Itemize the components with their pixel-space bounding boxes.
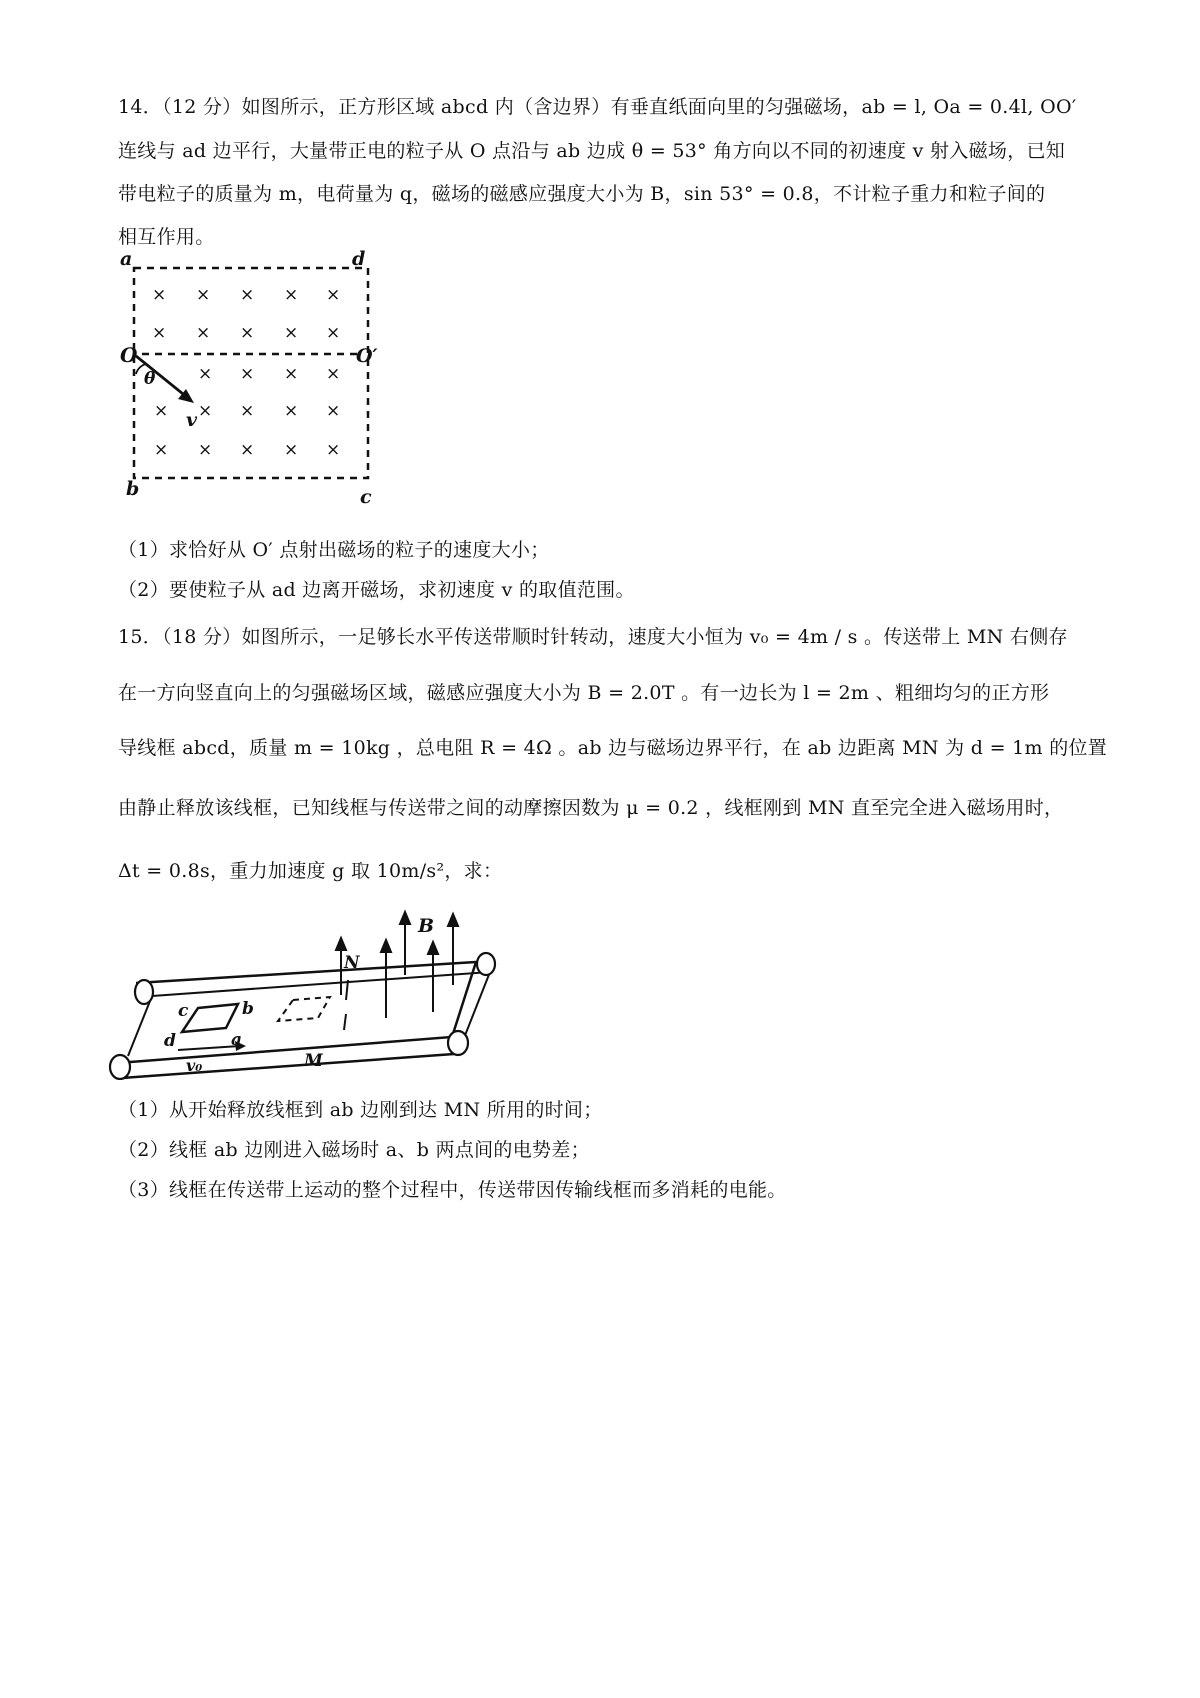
q15-part-3: （3）线框在传送带上运动的整个过程中，传送带因传输线框而多消耗的电能。 — [118, 1179, 787, 1201]
svg-text:×: × — [154, 401, 169, 421]
label-O-prime: O′ — [356, 345, 378, 367]
svg-text:×: × — [326, 440, 341, 460]
q15-line-4: 由静止释放该线框，已知线框与传送带之间的动摩擦因数为 μ = 0.2 ，线框刚到 MN 直至完全进入磁场用时， — [118, 797, 1064, 819]
svg-text:×: × — [240, 364, 255, 384]
belt-top-inner-edge — [152, 972, 490, 996]
q15-line-2: 在一方向竖直向上的匀强磁场区域，磁感应强度大小为 B = 2.0T 。有一边长为 l = 2m 、粗细均匀的正方形 — [118, 682, 1050, 704]
q14-line-3: 带电粒子的质量为 m，电荷量为 q，磁场的磁感应强度大小为 B，sin 53° = 0.8，不计粒子重力和粒子间的 — [118, 183, 1046, 205]
svg-text:×: × — [284, 323, 299, 343]
label-c: c — [178, 1001, 189, 1021]
boundary-MN-lower — [344, 1014, 346, 1030]
field-crosses — [152, 285, 340, 460]
svg-text:×: × — [196, 285, 211, 305]
svg-text:×: × — [198, 401, 213, 421]
svg-text:×: × — [284, 364, 299, 384]
wire-frame-abcd — [182, 1004, 238, 1032]
q15-part-1: （1）从开始释放线框到 ab 边刚到达 MN 所用的时间； — [118, 1099, 603, 1121]
left-near-roller — [110, 1055, 130, 1079]
q15-line-5: Δt = 0.8s，重力加速度 g 取 10m/s²，求： — [118, 860, 503, 882]
q15-conveyor-belt-figure — [108, 900, 548, 1080]
svg-text:×: × — [326, 285, 341, 305]
label-theta: θ — [144, 369, 156, 389]
svg-text:×: × — [326, 401, 341, 421]
dashed-frame-position — [278, 997, 330, 1021]
svg-text:×: × — [326, 323, 341, 343]
q15-part-2: （2）线框 ab 边刚进入磁场时 a、b 两点间的电势差； — [118, 1139, 590, 1161]
svg-text:×: × — [284, 440, 299, 460]
svg-text:×: × — [284, 285, 299, 305]
q14-magnetic-field-figure — [120, 250, 420, 515]
svg-text:×: × — [240, 440, 255, 460]
svg-text:×: × — [198, 440, 213, 460]
q14-part-2: （2）要使粒子从 ad 边离开磁场，求初速度 v 的取值范围。 — [118, 579, 635, 601]
label-a: a — [231, 1030, 243, 1050]
label-v0: v₀ — [186, 1056, 203, 1075]
svg-text:×: × — [240, 323, 255, 343]
svg-text:×: × — [152, 285, 167, 305]
belt-left-side — [128, 996, 152, 1056]
svg-text:×: × — [152, 323, 167, 343]
label-a: a — [120, 250, 133, 270]
svg-text:×: × — [284, 401, 299, 421]
label-N: N — [344, 953, 360, 973]
q14-line-2: 连线与 ad 边平行，大量带正电的粒子从 O 点沿与 ab 边成 θ = 53° 角方向以不同的初速度 v 射入磁场，已知 — [118, 140, 1066, 162]
right-near-roller — [448, 1031, 468, 1055]
left-far-roller — [135, 980, 153, 1004]
q14-line-1: 14．（12 分）如图所示，正方形区域 abcd 内（含边界）有垂直纸面向里的匀强磁场，ab = l, Oa = 0.4l, OO′ — [118, 96, 1077, 118]
right-far-roller — [477, 953, 495, 975]
q15-line-1: 15．（18 分）如图所示，一足够长水平传送带顺时针转动，速度大小恒为 v₀ = 4m / s 。传送带上 MN 右侧存 — [118, 626, 1068, 648]
svg-text:×: × — [326, 364, 341, 384]
q15-line-3: 导线框 abcd，质量 m = 10kg ，总电阻 R = 4Ω 。ab 边与磁场边界平行，在 ab 边距离 MN 为 d = 1m 的位置 — [118, 737, 1108, 759]
label-v: v — [186, 409, 198, 431]
label-d: d — [164, 1031, 176, 1051]
svg-text:×: × — [240, 401, 255, 421]
label-B: B — [418, 915, 435, 937]
label-c: c — [360, 486, 372, 508]
label-M: M — [304, 1051, 323, 1071]
svg-text:×: × — [196, 323, 211, 343]
q14-line-4: 相互作用。 — [118, 226, 215, 248]
label-O: O — [120, 343, 138, 367]
label-b: b — [126, 478, 140, 500]
label-b: b — [242, 999, 254, 1019]
label-d: d — [352, 250, 366, 270]
q14-part-1: （1）求恰好从 O′ 点射出磁场的粒子的速度大小； — [118, 539, 550, 561]
svg-text:×: × — [154, 440, 169, 460]
svg-text:×: × — [240, 285, 255, 305]
svg-text:×: × — [198, 364, 213, 384]
belt-right-side — [464, 972, 490, 1038]
